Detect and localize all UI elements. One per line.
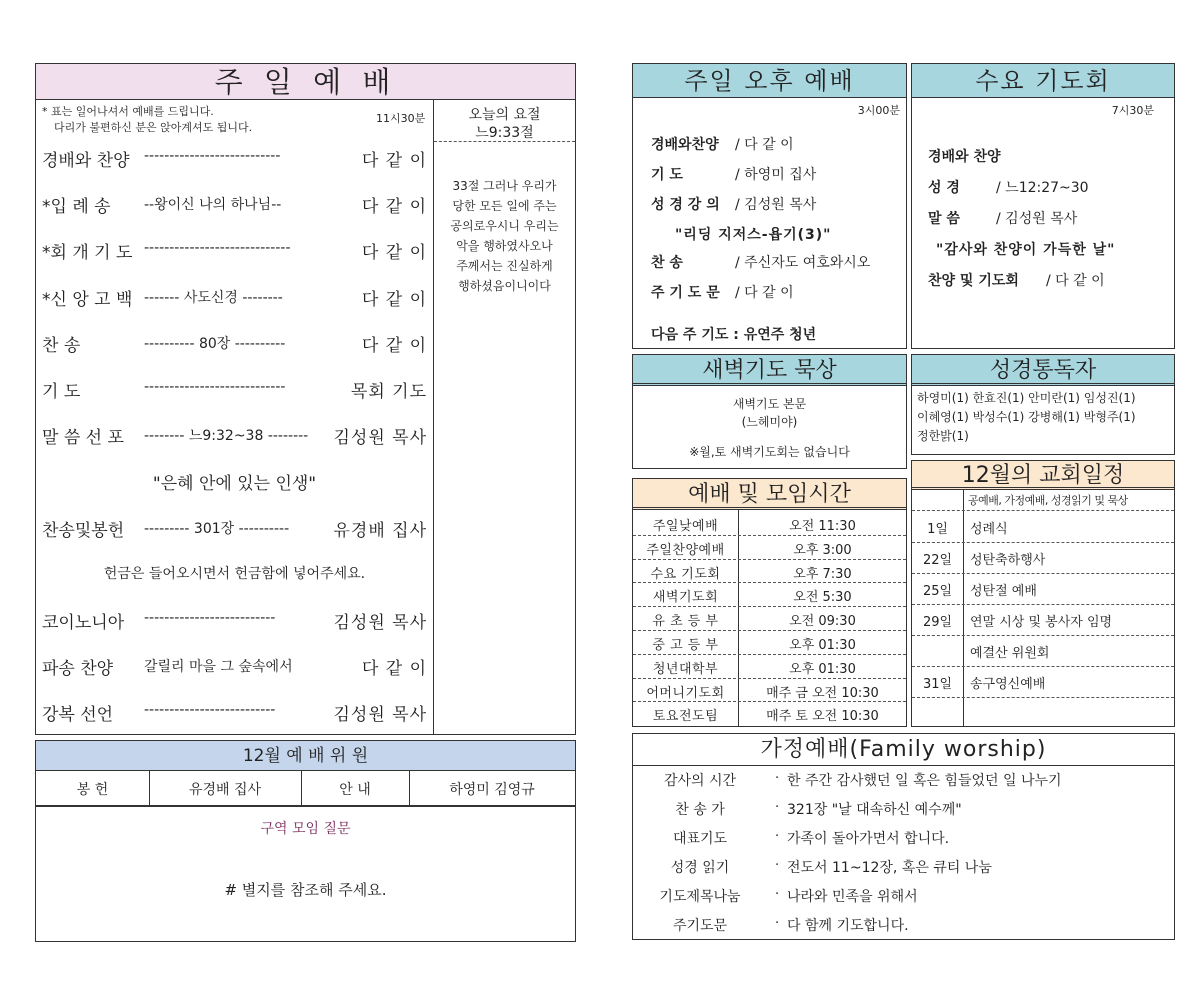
order-label: *신 앙 고 백	[42, 289, 133, 310]
family-dot: ·	[775, 800, 780, 815]
afternoon-value: / 주신자도 여호와시오	[735, 255, 871, 271]
family-worship-title: 가정예배(Family worship)	[633, 734, 1174, 766]
afternoon-label: 찬 송	[651, 255, 683, 271]
order-leader: 유경배 집사	[333, 520, 427, 541]
calendar-event: 송구영신예배	[970, 677, 1046, 692]
wednesday-label: 말 씀	[928, 211, 960, 227]
calendar-day: 22일	[922, 553, 953, 568]
main-service-title: 주 일 예 배	[36, 64, 575, 100]
calendar-event: 성탄절 예배	[970, 584, 1037, 599]
afternoon-label: 경배와찬양	[651, 137, 719, 153]
family-label: 성경 읽기	[670, 860, 730, 876]
committee-name-1: 유경배 집사	[188, 782, 262, 798]
calendar-day: 29일	[922, 615, 953, 630]
family-label: 기도제목나눔	[659, 889, 741, 905]
calendar-row-line	[912, 604, 1174, 605]
family-dot: ·	[775, 916, 780, 931]
family-label: 감사의 시간	[663, 773, 737, 789]
schedule-name: 수요 기도회	[650, 566, 721, 582]
wednesday-box	[911, 63, 1175, 349]
family-value: 다 함께 기도합니다.	[787, 918, 909, 934]
main-service-box	[35, 63, 576, 735]
reader-line: 이혜영(1) 박성수(1) 강병해(1) 박형주(1)	[917, 410, 1136, 424]
schedule-row-line	[633, 678, 906, 679]
schedule-time: 오후 01:30	[789, 638, 856, 653]
family-value: 한 주간 감사했던 일 혹은 힘들었던 일 나누기	[787, 773, 1062, 789]
verse-line: 33절 그러나 우리가	[452, 179, 557, 193]
family-value: 321장 "날 대속하신 예수께"	[787, 802, 962, 818]
schedule-times-title: 예배 및 모임시간	[633, 479, 906, 510]
order-label: *입 례 송	[42, 197, 111, 218]
order-detail: ---------- 80장 ----------	[144, 335, 286, 352]
order-label: *회 개 기 도	[42, 243, 133, 264]
bible-readers-list	[917, 389, 1136, 446]
schedule-name: 유 초 등 부	[652, 614, 719, 630]
wednesday-sermon-title: "감사와 찬양이 가득한 날"	[936, 242, 1116, 258]
committee-title: 12월 예 배 위 원	[36, 741, 575, 771]
verse-line: 주께서는 진실하게	[456, 259, 553, 273]
family-dot: ·	[775, 829, 780, 844]
verse-divider-h	[434, 141, 575, 142]
main-time: 11시30분	[376, 112, 426, 125]
schedule-name: 주일낮예배	[652, 519, 719, 534]
order-leader: 다 같 이	[361, 335, 427, 356]
bible-readers-box	[911, 354, 1175, 455]
schedule-row-line	[633, 701, 906, 702]
calendar-event: 연말 시상 및 봉사자 임명	[970, 615, 1113, 630]
calendar-event: 예결산 위원회	[970, 646, 1050, 661]
order-detail: ----------------------------	[144, 379, 286, 395]
order-label: 경배와 찬양	[42, 151, 130, 171]
verse-line: 행하셨음이니이다	[458, 279, 551, 293]
afternoon-label: 주 기 도 문	[651, 285, 720, 301]
family-value: 나라와 민족을 위해서	[787, 889, 918, 905]
calendar-header-line	[912, 510, 1174, 511]
order-leader: 다 같 이	[361, 659, 427, 680]
calendar-divider	[963, 490, 964, 726]
afternoon-service-box	[632, 63, 907, 349]
schedule-name: 어머니기도회	[646, 685, 725, 701]
schedule-row-line	[633, 606, 906, 607]
verse-line: 공의로우시니 우리는	[450, 219, 559, 233]
order-leader: 김성원 목사	[333, 428, 427, 449]
committee-subtitle: 구역 모임 질문	[260, 821, 351, 837]
order-label: 찬송및봉헌	[42, 520, 125, 541]
calendar-event: 성례식	[970, 522, 1008, 537]
reader-line: 하영미(1) 한효진(1) 안미란(1) 임성진(1)	[917, 391, 1136, 405]
calendar-row-line	[912, 573, 1174, 574]
schedule-time: 오후 01:30	[789, 661, 856, 677]
schedule-time: 오전 11:30	[789, 519, 856, 534]
schedule-row-line	[633, 654, 906, 655]
committee-box	[35, 740, 576, 942]
dawn-box	[632, 354, 907, 469]
wednesday-label: 성 경	[928, 180, 960, 196]
family-label: 찬 송 가	[675, 802, 725, 818]
calendar-box	[911, 460, 1175, 727]
family-value: 전도서 11~12장, 혹은 큐티 나눔	[787, 860, 992, 876]
schedule-time: 오후 3:00	[793, 542, 852, 558]
schedule-time: 오전 09:30	[789, 614, 856, 630]
wednesday-value: / 느12:27~30	[996, 180, 1089, 196]
committee-note: # 별지를 참조해 주세요.	[224, 881, 387, 899]
family-label: 대표기도	[672, 831, 728, 847]
order-detail: ---------------------------	[144, 148, 281, 164]
calendar-row-line	[912, 666, 1174, 667]
order-label: 말 씀 선 포	[42, 428, 124, 449]
reader-line: 정한밝(1)	[917, 429, 969, 443]
verse-text	[434, 176, 575, 296]
order-detail: --------------------------	[144, 702, 276, 719]
wednesday-label: 찬양 및 기도회	[928, 273, 1019, 289]
dawn-title: 새벽기도 묵상	[633, 355, 906, 386]
afternoon-value: / 김성원 목사	[735, 197, 817, 213]
sermon-title: "은혜 안에 있는 인생"	[152, 474, 317, 495]
calendar-row-line	[912, 542, 1174, 543]
schedule-row-line	[633, 559, 906, 560]
schedule-name: 새벽기도회	[652, 590, 719, 606]
committee-role-1: 봉 헌	[76, 782, 109, 798]
afternoon-next-prayer: 다음 주 기도 : 유연주 청년	[651, 327, 817, 343]
committee-role-2: 안 내	[339, 782, 371, 798]
afternoon-value: / 다 같 이	[735, 137, 794, 153]
afternoon-label: 성 경 강 의	[651, 197, 720, 213]
schedule-time: 매주 토 오전 10:30	[766, 709, 879, 725]
schedule-name: 청년대학부	[652, 661, 719, 677]
afternoon-lecture-title: "리딩 지저스-욥기(3)"	[675, 227, 832, 243]
afternoon-value: / 다 같 이	[735, 285, 794, 301]
order-detail: ------- 사도신경 --------	[144, 289, 283, 306]
order-label: 파송 찬양	[42, 659, 114, 680]
calendar-day: 25일	[922, 584, 953, 599]
order-leader: 김성원 목사	[333, 613, 427, 633]
order-leader: 다 같 이	[361, 243, 427, 264]
order-detail: --------------------------	[144, 610, 276, 626]
schedule-time: 매주 금 오전 10:30	[766, 685, 879, 701]
committee-name-2: 하영미 김영규	[449, 782, 535, 798]
dawn-line-3: ※월,토 새벽기도회는 없습니다	[689, 445, 850, 459]
family-worship-box	[632, 733, 1175, 940]
order-detail: -----------------------------	[144, 240, 291, 257]
wednesday-title: 수요 기도회	[912, 64, 1174, 98]
calendar-event: 성탄축하행사	[970, 553, 1046, 568]
calendar-row-line	[912, 635, 1174, 636]
main-note-1: * 표는 일어나셔서 예배를 드립니다.	[42, 105, 214, 118]
family-dot: ·	[775, 771, 780, 786]
calendar-day: 31일	[922, 677, 953, 692]
family-dot: ·	[775, 887, 780, 902]
schedule-row-line	[633, 535, 906, 536]
order-leader: 다 같 이	[361, 289, 427, 310]
dawn-line-2: (느헤미야)	[741, 415, 798, 429]
order-label: 강복 선언	[42, 705, 114, 726]
order-leader: 목회 기도	[350, 382, 427, 402]
bible-readers-title: 성경통독자	[912, 355, 1174, 386]
order-detail: -------- 느9:32~38 --------	[144, 428, 309, 445]
family-label: 주기도문	[672, 918, 728, 934]
schedule-name: 토요전도팀	[652, 709, 719, 725]
schedule-name: 주일찬양예배	[646, 542, 725, 558]
afternoon-label: 기 도	[651, 167, 683, 183]
afternoon-value: / 하영미 집사	[735, 167, 817, 183]
order-leader: 다 같 이	[361, 151, 427, 171]
family-dot: ·	[775, 858, 780, 873]
family-value: 가족이 돌아가면서 합니다.	[787, 831, 950, 847]
order-leader: 김성원 목사	[333, 705, 427, 726]
order-detail: 갈릴리 마을 그 숲속에서	[144, 659, 293, 676]
schedule-row-line	[633, 630, 906, 631]
verse-line: 악을 행하였사오나	[456, 239, 553, 253]
schedule-times-box	[632, 478, 907, 727]
calendar-title: 12월의 교회일정	[912, 461, 1174, 490]
wednesday-label: 경배와 찬양	[928, 149, 1001, 165]
order-leader: 다 같 이	[361, 197, 427, 218]
dawn-line-1: 새벽기도 본문	[732, 397, 807, 411]
order-label: 기 도	[42, 382, 81, 402]
schedule-time: 오전 5:30	[793, 590, 852, 606]
schedule-row-line	[633, 582, 906, 583]
verse-line: 당한 모든 일에 주는	[452, 199, 557, 213]
afternoon-time: 3시00분	[857, 104, 900, 117]
wednesday-value: / 김성원 목사	[996, 211, 1078, 227]
wednesday-value: / 다 같 이	[1046, 273, 1105, 289]
afternoon-title: 주일 오후 예배	[633, 64, 906, 98]
calendar-header: 공예배, 가정예배, 성경읽기 및 묵상	[968, 494, 1128, 507]
order-label: 코이노니아	[42, 613, 125, 633]
main-note-2: 다리가 불편하신 분은 앉아계셔도 됩니다.	[54, 121, 253, 134]
offering-note: 헌금은 들어오시면서 헌금함에 넣어주세요.	[103, 565, 366, 582]
order-detail: --왕이신 나의 하나님--	[144, 197, 282, 214]
calendar-row-line	[912, 697, 1174, 698]
order-label: 찬 송	[42, 335, 81, 356]
wednesday-time: 7시30분	[1111, 104, 1154, 117]
schedule-time: 오후 7:30	[793, 566, 852, 582]
verse-header-2: 느9:33절	[475, 125, 534, 141]
order-detail: --------- 301장 ----------	[144, 520, 290, 537]
calendar-day: 1일	[927, 522, 948, 537]
verse-header-1: 오늘의 요절	[468, 107, 541, 123]
schedule-name: 중 고 등 부	[652, 638, 719, 653]
